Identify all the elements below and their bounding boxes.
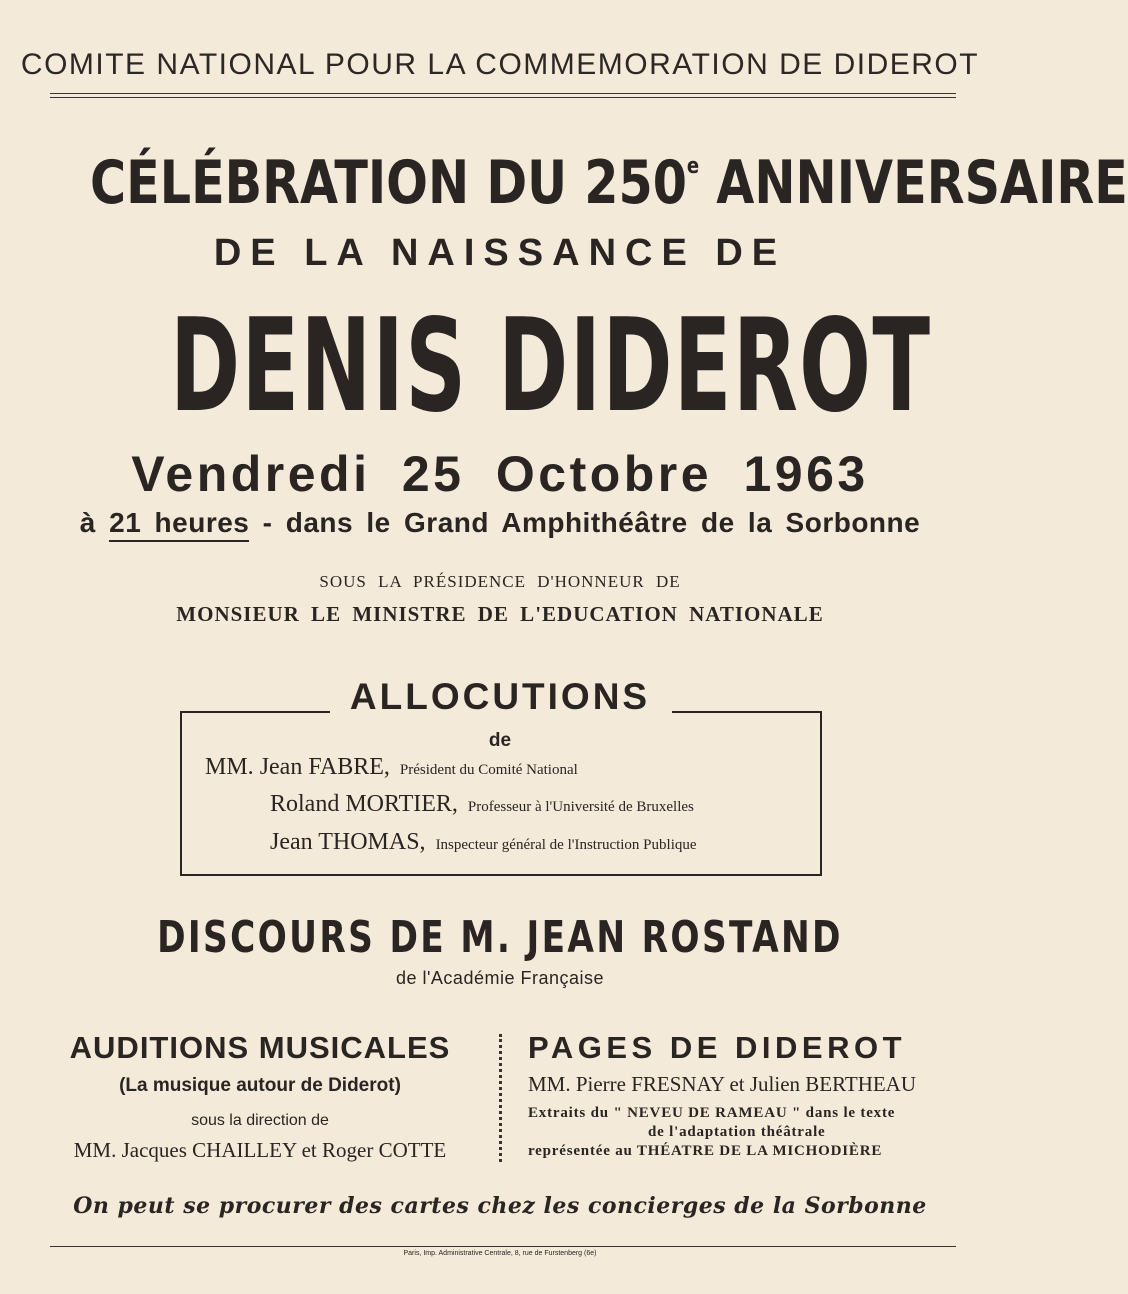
- discours-subtitle: de l'Académie Française: [395, 968, 605, 988]
- header-double-rule: [50, 93, 956, 98]
- auditions-names: MM. Jacques CHAILLEY et Roger COTTE: [73, 1138, 447, 1162]
- celebration-heading-end: ANNIVERSAIRE: [699, 148, 1128, 218]
- excerpt-line-1: Extraits du " NEVEU DE RAMEAU " dans le texte: [528, 1105, 896, 1121]
- speaker-2: [270, 791, 694, 818]
- auditions-title: AUDITIONS MUSICALES: [69, 1030, 451, 1065]
- celebration-heading: [90, 148, 1128, 218]
- event-location: - dans le Grand Amphithéâtre de la Sorbonne: [262, 507, 921, 538]
- pages-title: PAGES DE DIDEROT: [528, 1030, 907, 1065]
- speaker-1: [205, 754, 578, 781]
- birth-heading: DE LA NAISSANCE DE: [213, 232, 787, 274]
- column-separator: [499, 1034, 502, 1162]
- event-time-location: [0, 507, 1000, 539]
- speaker-role: Professeur à l'Université de Bruxelles: [467, 799, 694, 815]
- auditions-direction: sous la direction de: [191, 1112, 329, 1129]
- speaker-3: [270, 829, 697, 856]
- speaker-name: Jean FABRE,: [259, 754, 390, 780]
- presidency-person: MONSIEUR LE MINISTRE DE L'EDUCATION NATIONALE: [176, 602, 824, 626]
- discours-title: DISCOURS DE M. JEAN ROSTAND: [157, 912, 843, 963]
- event-date: Vendredi 25 Octobre 1963: [131, 446, 869, 502]
- ordinal-superscript: e: [686, 154, 700, 179]
- footer-rule: [50, 1246, 956, 1247]
- excerpt-line-3: représentée au THÉATRE DE LA MICHODIÈRE: [528, 1143, 883, 1159]
- speaker-name: Jean THOMAS,: [270, 829, 426, 855]
- speaker-name: Roland MORTIER,: [270, 791, 458, 817]
- tickets-note: On peut se procurer des cartes chez les concierges de la Sorbonne: [73, 1193, 927, 1219]
- time-prefix: à: [79, 507, 96, 538]
- allocutions-de: de: [488, 730, 512, 751]
- excerpt-line-2: de l'adaptation théâtrale: [648, 1124, 826, 1140]
- event-hours: 21 heures: [109, 507, 249, 542]
- auditions-subtitle: (La musique autour de Diderot): [119, 1075, 401, 1096]
- printer-credit: Paris, Imp. Administrative Centrale, 8, rue de Furstenberg (6e): [403, 1250, 597, 1257]
- honoree-name: DENIS DIDEROT: [170, 292, 932, 441]
- speaker-role: Inspecteur général de l'Instruction Publique: [435, 837, 697, 853]
- allocutions-title: ALLOCUTIONS: [349, 676, 651, 717]
- speaker-role: Président du Comité National: [399, 762, 578, 778]
- presidency-intro: SOUS LA PRÉSIDENCE D'HONNEUR DE: [319, 572, 681, 591]
- speaker-prefix: MM.: [205, 754, 254, 780]
- pages-names: MM. Pierre FRESNAY et Julien BERTHEAU: [528, 1072, 917, 1096]
- committee-header: COMITE NATIONAL POUR LA COMMEMORATION DE DIDEROT: [20, 48, 980, 81]
- celebration-heading-start: CÉLÉBRATION DU 250: [90, 148, 687, 218]
